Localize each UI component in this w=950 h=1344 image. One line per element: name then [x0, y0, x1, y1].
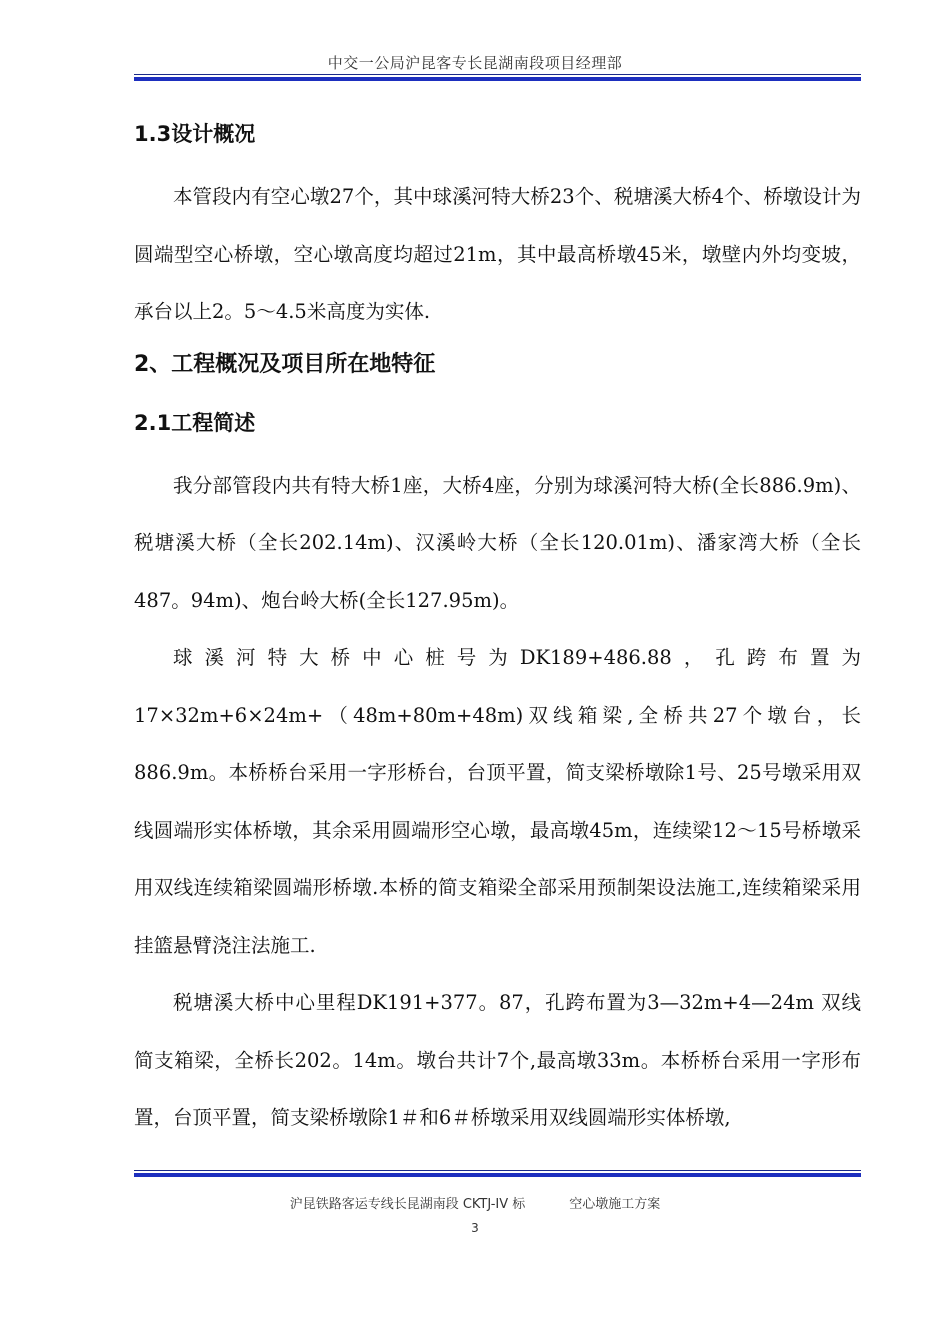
paragraph-qiuxihe-bridge: 球溪河特大桥中心桩号为DK189+486.88，孔跨布置为17×32m+6×24m+（48m+80m+48m)双线箱梁,全桥共27个墩台，长886.9m。本桥桥台采用一字形桥台，台顶平置，简支梁桥墩除1号、25号墩采用双线圆端形实体桥墩，其余采用圆端形空心墩，最高墩45m，连续梁12～15号桥墩采用双线连续箱梁圆端形桥墩.本桥的简支箱梁全部采用预制架设法施工,连续箱梁采用挂篮悬臂浇注法施工.	[134, 646, 861, 957]
footer-rule	[134, 1170, 861, 1177]
page-footer	[0, 1193, 950, 1212]
document-body	[134, 110, 861, 1147]
footer-doc-title: 空心墩施工方案	[569, 1197, 661, 1212]
page-header-title: 中交一公局沪昆客专长昆湖南段项目经理部	[327, 54, 623, 72]
page-number: 3	[471, 1221, 479, 1235]
heading-2-1: 2.1工程简述	[134, 410, 256, 435]
footer-project-name: 沪昆铁路客运专线长昆湖南段 CKTJ-IV 标	[289, 1197, 526, 1212]
heading-2: 2、工程概况及项目所在地特征	[134, 351, 436, 377]
paragraph-shuitangxi-bridge: 税塘溪大桥中心里程DK191+377。87，孔跨布置为3—32m+4—24m 双线简支箱梁，全桥长202。14m。墩台共计7个,最高墩33m。本桥桥台采用一字形布置，台顶平置，简支梁桥墩除1＃和6＃桥墩采用双线圆端形实体桥墩,	[134, 991, 861, 1129]
paragraph-bridges-list: 我分部管段内共有特大桥1座，大桥4座，分别为球溪河特大桥(全长886.9m)、税塘溪大桥（全长202.14m)、汉溪岭大桥（全长120.01m)、潘家湾大桥（全长487。94m)、炮台岭大桥(全长127.95m)。	[134, 473, 861, 612]
paragraph-design-overview: 本管段内有空心墩27个，其中球溪河特大桥23个、税塘溪大桥4个、桥墩设计为圆端型空心桥墩，空心墩高度均超过21m，其中最高桥墩45米，墩壁内外均变坡，承台以上2。5～4.5米高度为实体.	[134, 185, 861, 323]
header-rule	[134, 74, 861, 81]
heading-1-3: 1.3设计概况	[134, 122, 256, 146]
